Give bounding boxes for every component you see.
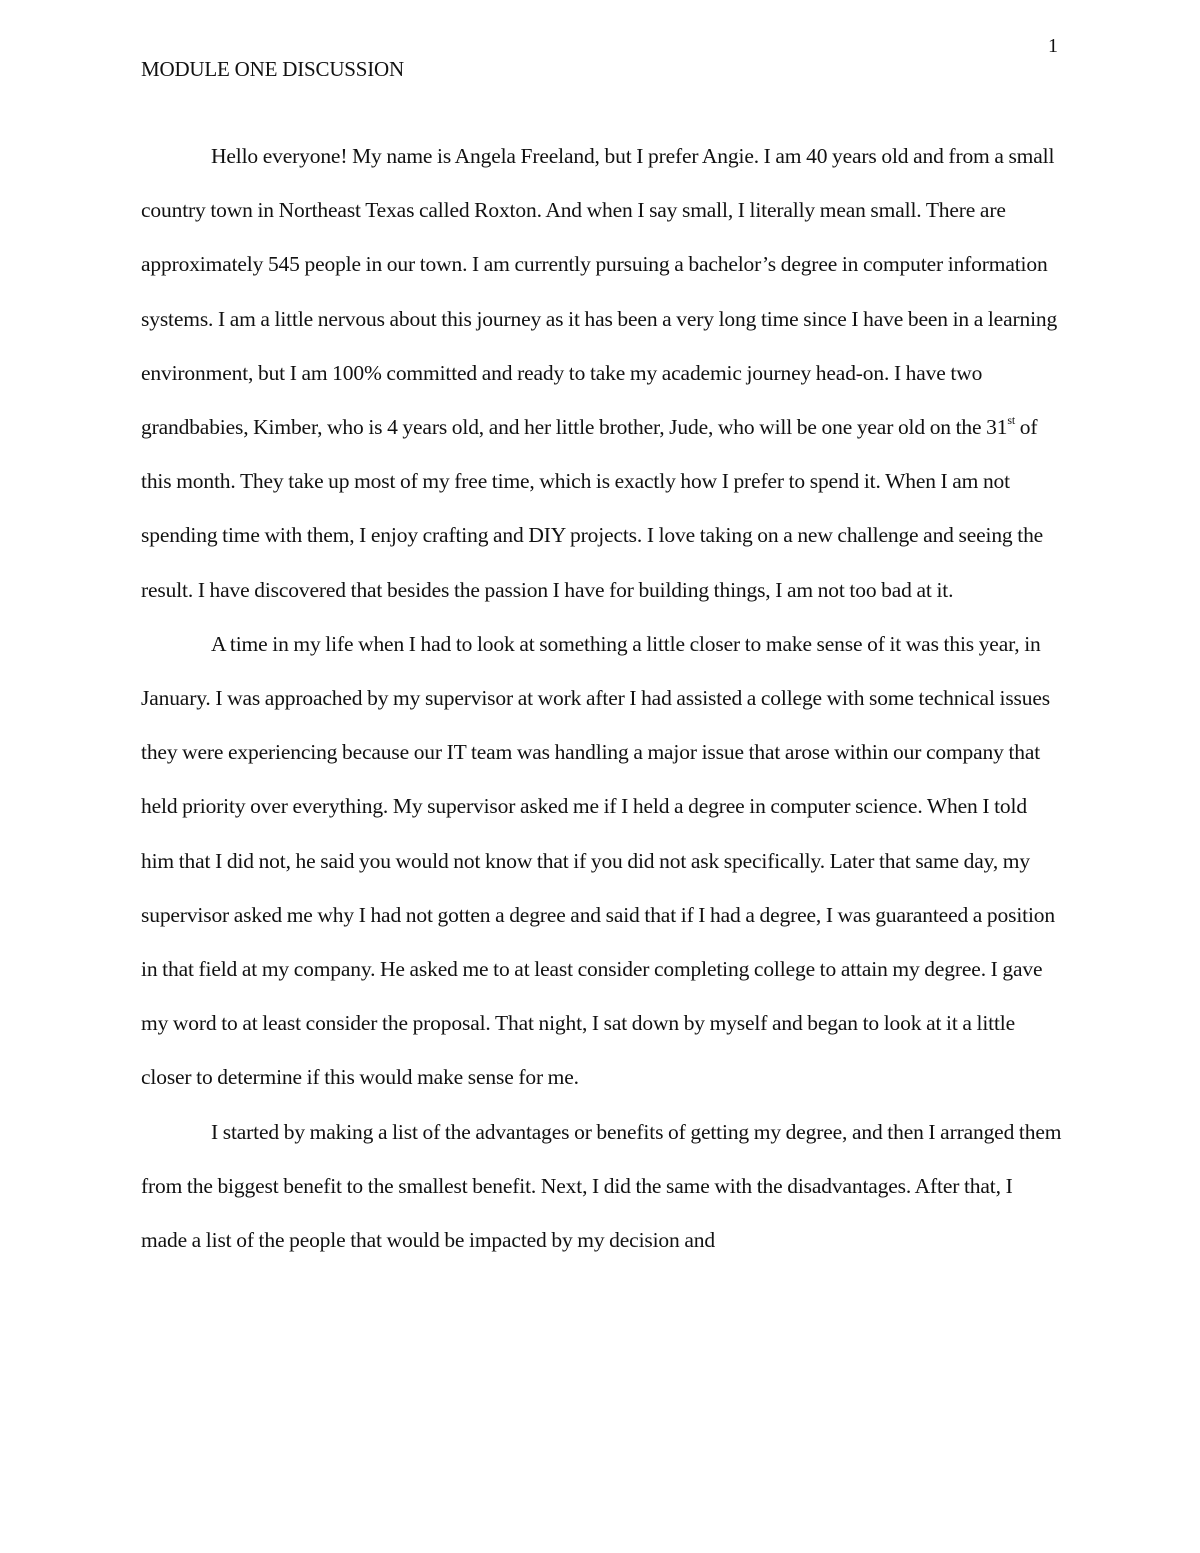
- running-head: MODULE ONE DISCUSSION: [141, 57, 404, 81]
- paragraph-closer-look: A time in my life when I had to look at something a little closer to make sense of it was this year, in January. I was approached by my supervisor at work after I had assisted a college with some technical issues they were experiencing because our IT team was handling a major issue that arose within our company that held priority over everything. My supervisor asked me if I held a degree in computer science. When I told him that I did not, he said you would not know that if you did not ask specifically. Later that same day, my supervisor asked me why I had not gotten a degree and said that if I had a degree, I was guaranteed a position in that field at my company. He asked me to at least consider completing college to attain my degree. I gave my word to at least consider the proposal. That night, I sat down by myself and began to look at it a little closer to determine if this would make sense for me.: [141, 631, 1055, 1090]
- document-body: [141, 129, 1063, 1267]
- paragraph-text: Hello everyone! My name is Angela Freeland, but I prefer Angie. I am 40 years old and from a small country town in Northeast Texas called Roxton. And when I say small, I literally mean small. There are approximately 545 people in our town. I am currently pursuing a bachelor’s degree in computer information systems. I am a little nervous about this journey as it has been a very long time since I have been in a learning environment, but I am 100% committed and ready to take my academic journey head-on. I have two grandbabies, Kimber, who is 4 years old, and her little brother, Jude, who will be one year old on the 31: [141, 144, 1058, 440]
- paragraph-advantages-list: I started by making a list of the advantages or benefits of getting my degree, and then I arranged them from the biggest benefit to the smallest benefit. Next, I did the same with the disadvantages. After that, I made a list of the people that would be impacted by my decision and: [141, 1119, 1062, 1253]
- paragraph-text: of this month. They take up most of my free time, which is exactly how I prefer to spend it. When I am not spending time with them, I enjoy crafting and DIY projects. I love taking on a new challenge and seeing the result. I have discovered that besides the passion I have for building things, I am not too bad at it.: [141, 415, 1044, 602]
- page-number: 1: [1048, 35, 1058, 57]
- paragraph-introduction: [141, 129, 1063, 617]
- ordinal-superscript: st: [1007, 412, 1016, 427]
